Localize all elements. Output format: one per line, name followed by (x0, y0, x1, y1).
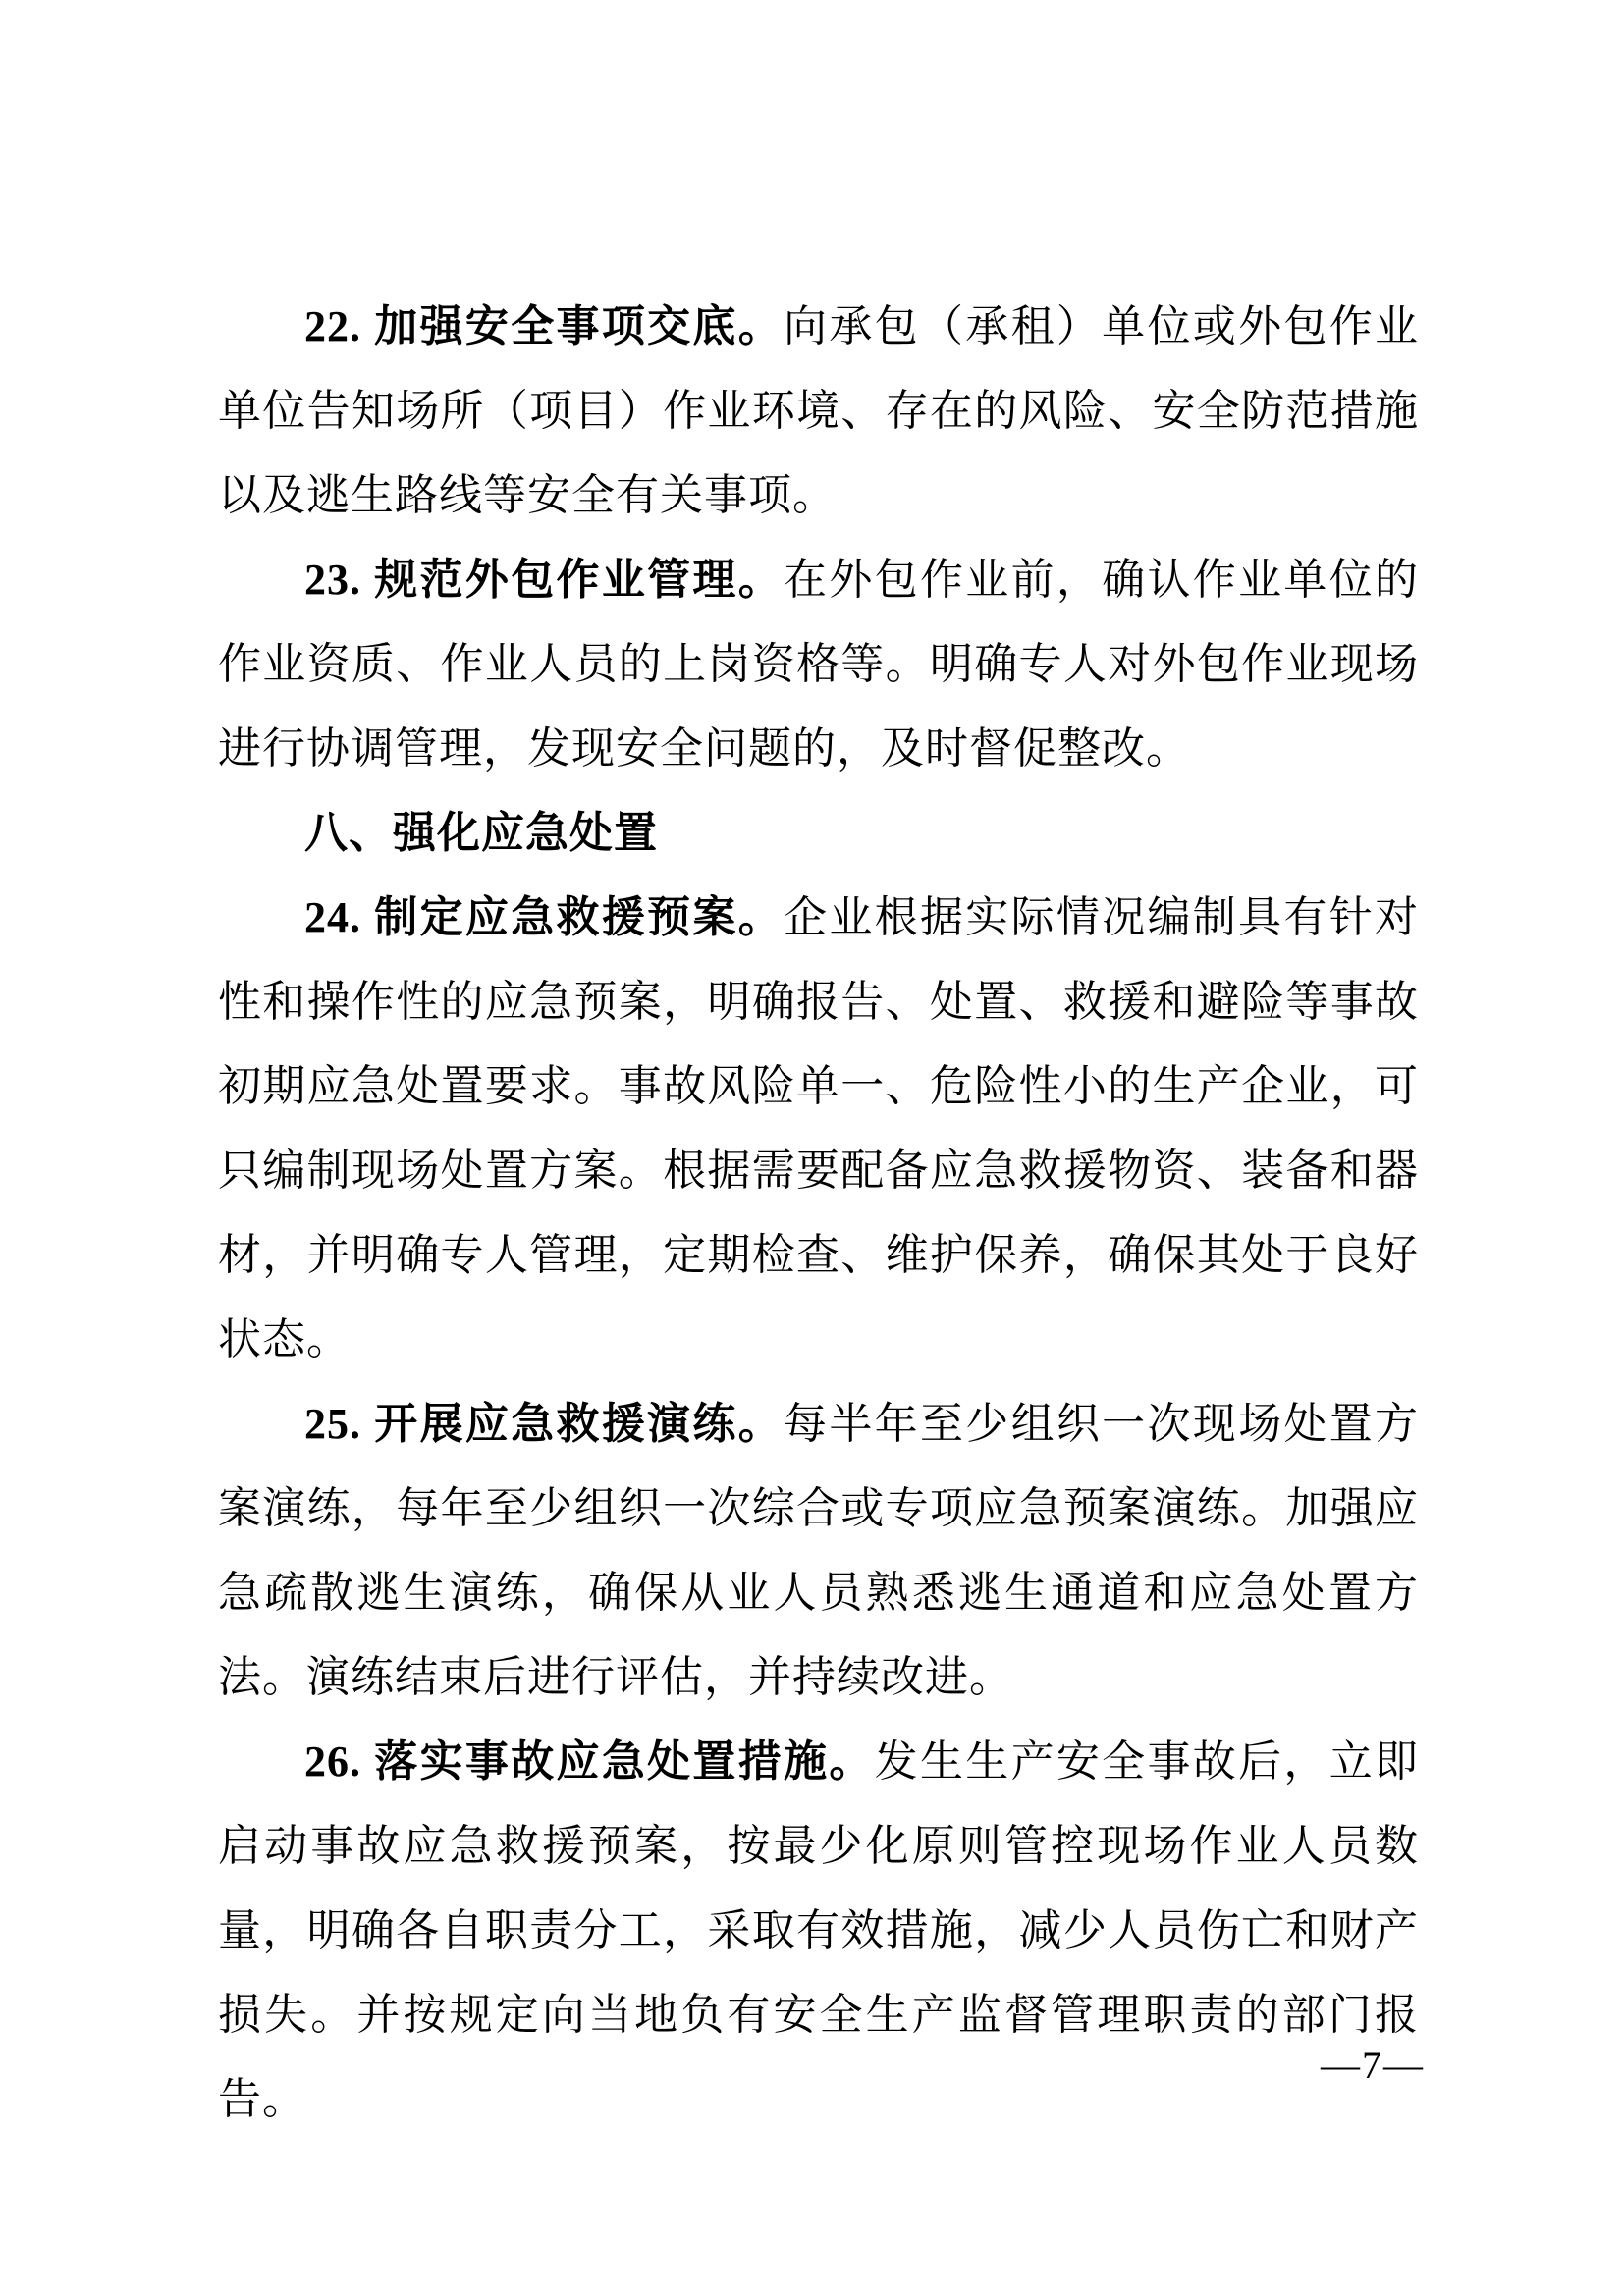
paragraph-23 (218, 538, 1419, 791)
section-heading-8: 八、强化应急处置 (304, 809, 658, 857)
paragraph-25 (218, 1382, 1419, 1720)
paragraph-23-text: 在外包作业前，确认作业单位的作业资质、作业人员的上岗资格等。明确专人对外包作业现场进行协调管理，发现安全问题的，及时督促整改。 (218, 556, 1420, 773)
paragraph-26 (218, 1720, 1419, 2142)
paragraph-22 (218, 285, 1419, 538)
paragraph-24-text: 企业根据实际情况编制具有针对性和操作性的应急预案，明确报告、处置、救援和避险等事故初期应急处置要求。事故风险单一、危险性小的生产企业，可只编制现场处置方案。根据需要配备应急救援物资、装备和器材，并明确专人管理，定期检查、维护保养，确保其处于良好状态。 (218, 893, 1420, 1363)
paragraph-23-lead: 23. 规范外包作业管理。 (304, 556, 785, 604)
page-number: —7— (1321, 2043, 1425, 2087)
paragraph-25-lead: 25. 开展应急救援演练。 (304, 1400, 785, 1448)
paragraph-26-text: 发生生产安全事故后，立即启动事故应急救援预案，按最少化原则管控现场作业人员数量，明确各自职责分工，采取有效措施，减少人员伤亡和财产损失。并按规定向当地负有安全生产监督管理职责的部门报告。 (218, 1737, 1420, 2123)
paragraph-22-lead: 22. 加强安全事项交底。 (304, 302, 785, 350)
document-body (218, 285, 1419, 2142)
paragraph-24 (218, 876, 1419, 1382)
paragraph-24-lead: 24. 制定应急救援预案。 (304, 893, 785, 941)
paragraph-25-text: 每半年至少组织一次现场处置方案演练，每年至少组织一次综合或专项应急预案演练。加强应急疏散逃生演练，确保从业人员熟悉逃生通道和应急处置方法。演练结束后进行评估，并持续改进。 (218, 1400, 1420, 1701)
paragraph-22-text: 向承包（承租）单位或外包作业单位告知场所（项目）作业环境、存在的风险、安全防范措施以及逃生路线等安全有关事项。 (218, 302, 1420, 519)
paragraph-26-lead: 26. 落实事故应急处置措施。 (304, 1737, 875, 1786)
